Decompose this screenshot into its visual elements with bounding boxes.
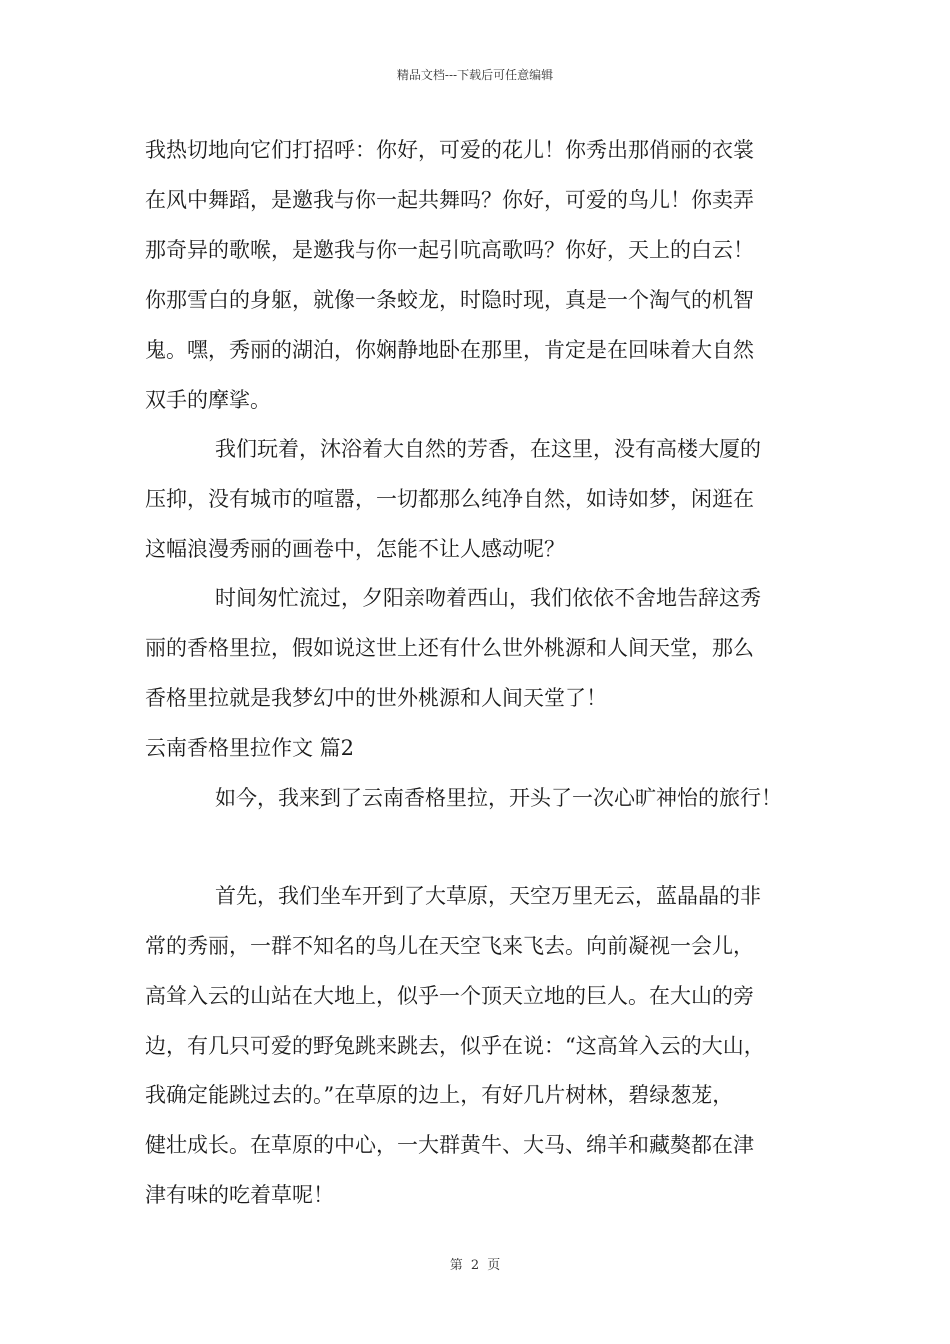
- page-footer: [0, 1254, 950, 1273]
- text-line: 丽的香格里拉，假如说这世上还有什么世外桃源和人间天堂，那么: [145, 636, 754, 660]
- text-line: 在风中舞蹈，是邀我与你一起共舞吗？你好，可爱的鸟儿！你卖弄: [145, 188, 754, 212]
- text-line: 如今，我来到了云南香格里拉，开头了一次心旷神怡的旅行！: [215, 786, 782, 810]
- text-line: 高耸入云的山站在大地上，似乎一个顶天立地的巨人。在大山的旁: [145, 984, 754, 1008]
- page-number: 2: [470, 1258, 480, 1273]
- text-line: 首先，我们坐车开到了大草原，天空万里无云，蓝晶晶的非: [215, 884, 761, 908]
- page-number-prefix: 第: [449, 1258, 463, 1273]
- text-line: 我确定能跳过去的。”在草原的边上，有好几片树林，碧绿葱茏，: [145, 1083, 734, 1107]
- text-line: 鬼。嘿，秀丽的湖泊，你娴静地卧在那里，肯定是在回味着大自然: [145, 338, 754, 362]
- text-line: 常的秀丽，一群不知名的鸟儿在天空飞来飞去。向前凝视一会儿，: [145, 934, 754, 958]
- text-line: 那奇异的歌喉，是邀我与你一起引吭高歌吗？你好，天上的白云！: [145, 238, 754, 262]
- page-number-suffix: 页: [487, 1258, 501, 1273]
- section-heading: 云南香格里拉作文 篇2: [145, 736, 355, 760]
- text-line: 健壮成长。在草原的中心，一大群黄牛、大马、绵羊和藏獒都在津: [145, 1133, 754, 1157]
- text-line: 边，有几只可爱的野兔跳来跳去，似乎在说：“这高耸入云的大山，: [145, 1034, 765, 1058]
- text-line: 时间匆忙流过，夕阳亲吻着西山，我们依依不舍地告辞这秀: [215, 586, 761, 610]
- page-header: 精品文档---下载后可任意编辑: [396, 68, 554, 82]
- text-line: 压抑，没有城市的喧嚣，一切都那么纯净自然，如诗如梦，闲逛在: [145, 487, 754, 511]
- text-line: 这幅浪漫秀丽的画卷中，怎能不让人感动呢？: [145, 537, 565, 561]
- text-line: 香格里拉就是我梦幻中的世外桃源和人间天堂了！: [145, 686, 607, 710]
- text-line: 津有味的吃着草呢！: [145, 1183, 334, 1207]
- text-line: 你那雪白的身躯，就像一条蛟龙，时隐时现，真是一个淘气的机智: [145, 288, 754, 312]
- text-line: 我热切地向它们打招呼：你好，可爱的花儿！你秀出那俏丽的衣裳: [145, 138, 754, 162]
- text-line: 我们玩着，沐浴着大自然的芳香，在这里，没有高楼大厦的: [215, 437, 761, 461]
- text-line: 双手的摩挲。: [145, 388, 271, 412]
